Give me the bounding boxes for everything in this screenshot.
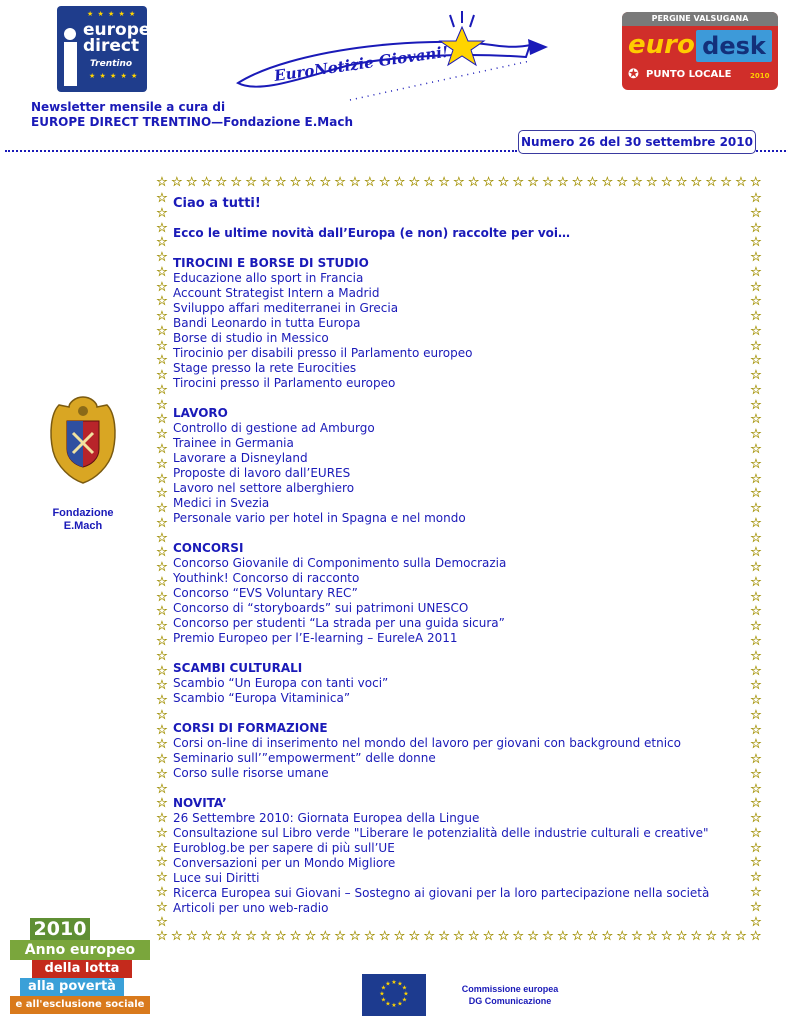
star-icon: ☆ bbox=[750, 648, 762, 664]
svg-text:★: ★ bbox=[380, 984, 387, 992]
star-icon: ☆ bbox=[690, 175, 703, 190]
star-icon: ☆ bbox=[675, 175, 688, 190]
dotted-divider bbox=[756, 150, 786, 152]
logo-esclusione-sociale: e all'esclusione sociale bbox=[10, 996, 150, 1014]
star-icon: ☆ bbox=[601, 929, 614, 944]
svg-text:★: ★ bbox=[397, 1000, 403, 1008]
newsletter-line1: Newsletter mensile a cura di bbox=[31, 100, 226, 114]
news-link[interactable]: Luce sui Diritti bbox=[173, 871, 260, 885]
star-icon: ☆ bbox=[750, 412, 762, 428]
star-icon: ☆ bbox=[185, 175, 198, 190]
star-icon: ☆ bbox=[334, 175, 346, 190]
star-icon: ☆ bbox=[156, 678, 168, 694]
news-link[interactable]: Tirocini presso il Parlamento europeo bbox=[173, 376, 396, 390]
star-icon: ☆ bbox=[467, 175, 480, 190]
dotted-divider bbox=[5, 150, 517, 152]
star-icon: ☆ bbox=[156, 486, 168, 502]
news-link[interactable]: Medici in Svezia bbox=[173, 496, 270, 510]
svg-text:★: ★ bbox=[379, 990, 385, 998]
star-icon: ☆ bbox=[156, 382, 168, 398]
star-icon: ☆ bbox=[750, 205, 762, 221]
star-icon: ☆ bbox=[750, 323, 762, 339]
news-link[interactable]: Corso sulle risorse umane bbox=[173, 766, 329, 780]
star-icon: ☆ bbox=[289, 175, 302, 190]
section bbox=[173, 406, 738, 526]
section-title: CORSI DI FORMAZIONE bbox=[173, 721, 328, 735]
news-link[interactable]: Concorso “EVS Voluntary REC” bbox=[173, 586, 358, 600]
star-icon: ☆ bbox=[631, 175, 643, 190]
star-icon: ☆ bbox=[750, 884, 762, 900]
star-icon: ☆ bbox=[750, 693, 762, 709]
news-link[interactable]: Youthink! Concorso di racconto bbox=[173, 571, 360, 585]
star-icon: ☆ bbox=[156, 545, 168, 561]
star-icon: ☆ bbox=[497, 175, 510, 190]
eu-stars-icon: ★ ★ ★ ★ ★ bbox=[89, 72, 139, 80]
news-link[interactable]: Controllo di gestione ad Amburgo bbox=[173, 421, 375, 435]
star-icon: ☆ bbox=[720, 929, 732, 944]
star-icon: ☆ bbox=[750, 442, 762, 458]
logo-europe-direct-text bbox=[83, 22, 150, 54]
star-icon: ☆ bbox=[750, 220, 762, 236]
star-icon: ☆ bbox=[750, 309, 762, 325]
europe-direct-logo bbox=[57, 6, 151, 92]
star-icon: ☆ bbox=[750, 250, 762, 266]
section bbox=[173, 256, 738, 391]
star-icon: ☆ bbox=[690, 929, 703, 944]
star-icon: ☆ bbox=[408, 929, 421, 944]
star-icon: ☆ bbox=[156, 604, 168, 620]
news-link[interactable]: 26 Settembre 2010: Giornata Europea della Lingue bbox=[173, 811, 480, 825]
star-icon: ☆ bbox=[453, 929, 465, 944]
logo-alla-poverta: alla povertà bbox=[20, 978, 124, 996]
star-icon: ☆ bbox=[750, 855, 762, 871]
news-link[interactable]: Trainee in Germania bbox=[173, 436, 294, 450]
logo-year: 2010 bbox=[30, 918, 90, 940]
gear-icon: ✪ bbox=[628, 67, 639, 82]
star-icon: ☆ bbox=[467, 929, 480, 944]
star-icon: ☆ bbox=[156, 412, 168, 428]
star-icon: ☆ bbox=[750, 840, 762, 856]
fondazione-line1: Fondazione bbox=[52, 507, 114, 519]
star-icon: ☆ bbox=[156, 205, 168, 221]
star-icon: ☆ bbox=[274, 929, 287, 944]
news-link[interactable]: Lavoro nel settore alberghiero bbox=[173, 481, 355, 495]
star-icon: ☆ bbox=[156, 175, 168, 190]
star-icon: ☆ bbox=[156, 914, 168, 930]
star-icon: ☆ bbox=[156, 870, 168, 886]
fondazione-crest-icon bbox=[47, 393, 119, 485]
star-icon: ☆ bbox=[750, 870, 762, 886]
star-icon: ☆ bbox=[750, 338, 762, 354]
star-icon: ☆ bbox=[542, 175, 554, 190]
star-icon: ☆ bbox=[675, 929, 688, 944]
star-icon: ☆ bbox=[750, 382, 762, 398]
logo-pillar bbox=[64, 42, 77, 86]
star-icon: ☆ bbox=[156, 323, 168, 339]
star-icon: ☆ bbox=[156, 353, 168, 369]
star-icon: ☆ bbox=[750, 264, 762, 280]
news-link[interactable]: Tirocinio per disabili presso il Parlamento europeo bbox=[173, 346, 473, 360]
newsletter-content bbox=[173, 196, 738, 931]
news-link[interactable]: Sviluppo affari mediterranei in Grecia bbox=[173, 301, 399, 315]
star-icon: ☆ bbox=[423, 175, 436, 190]
star-icon: ☆ bbox=[750, 766, 762, 782]
fondazione-line2: E.Mach bbox=[63, 520, 103, 532]
star-icon: ☆ bbox=[750, 353, 762, 369]
star-icon: ☆ bbox=[750, 294, 762, 310]
star-border-right bbox=[749, 192, 763, 930]
star-icon: ☆ bbox=[156, 899, 168, 915]
star-icon: ☆ bbox=[750, 737, 762, 753]
star-icon: ☆ bbox=[215, 929, 228, 944]
star-icon: ☆ bbox=[571, 175, 584, 190]
star-icon: ☆ bbox=[750, 722, 762, 738]
star-icon: ☆ bbox=[334, 929, 346, 944]
news-link[interactable]: Stage presso la rete Eurocities bbox=[173, 361, 357, 375]
svg-text:★: ★ bbox=[401, 984, 408, 992]
star-icon: ☆ bbox=[749, 175, 762, 190]
star-icon: ☆ bbox=[750, 501, 762, 517]
star-icon: ☆ bbox=[631, 929, 643, 944]
star-icon: ☆ bbox=[156, 855, 168, 871]
star-icon: ☆ bbox=[185, 929, 198, 944]
star-icon: ☆ bbox=[660, 175, 673, 190]
star-icon: ☆ bbox=[156, 264, 168, 280]
star-icon: ☆ bbox=[453, 175, 465, 190]
news-link[interactable]: Personale vario per hotel in Spagna e nel mondo bbox=[173, 511, 466, 525]
star-border-top bbox=[155, 176, 763, 190]
star-icon: ☆ bbox=[660, 929, 673, 944]
star-icon: ☆ bbox=[749, 929, 762, 944]
star-icon: ☆ bbox=[750, 663, 762, 679]
star-icon: ☆ bbox=[720, 175, 732, 190]
star-icon: ☆ bbox=[750, 633, 762, 649]
news-link[interactable]: Account Strategist Intern a Madrid bbox=[173, 286, 380, 300]
news-link[interactable]: Premio Europeo per l’E-learning – EureleA 2011 bbox=[173, 631, 458, 645]
star-icon: ☆ bbox=[156, 338, 168, 354]
svg-text:★: ★ bbox=[385, 980, 391, 988]
star-icon: ☆ bbox=[750, 678, 762, 694]
star-icon: ☆ bbox=[156, 501, 168, 517]
star-icon: ☆ bbox=[571, 929, 584, 944]
star-icon: ☆ bbox=[156, 648, 168, 664]
eu-stars-icon: ★ ★ ★ ★ ★ bbox=[87, 10, 137, 18]
star-icon: ☆ bbox=[750, 707, 762, 723]
star-icon: ☆ bbox=[586, 929, 599, 944]
star-icon: ☆ bbox=[616, 175, 628, 190]
news-link[interactable]: Ricerca Europea sui Giovani – Sostegno ai giovani per la loro partecipazione nella società bbox=[173, 886, 710, 900]
star-icon: ☆ bbox=[735, 175, 747, 190]
star-icon: ☆ bbox=[750, 427, 762, 443]
star-icon: ☆ bbox=[750, 471, 762, 487]
star-icon: ☆ bbox=[527, 929, 539, 944]
news-link[interactable]: Educazione allo sport in Francia bbox=[173, 271, 364, 285]
news-link[interactable]: Scambio “Un Europa con tanti voci” bbox=[173, 676, 389, 690]
star-icon: ☆ bbox=[319, 175, 332, 190]
star-icon: ☆ bbox=[171, 175, 183, 190]
banner-title: EuroNotizie Giovani! bbox=[273, 42, 450, 85]
star-icon: ☆ bbox=[156, 884, 168, 900]
star-icon: ☆ bbox=[750, 574, 762, 590]
star-icon: ☆ bbox=[156, 707, 168, 723]
star-icon: ☆ bbox=[542, 929, 554, 944]
star-icon: ☆ bbox=[512, 175, 525, 190]
section-title: LAVORO bbox=[173, 406, 228, 420]
news-link[interactable]: Corsi on-line di inserimento nel mondo del lavoro per giovani con background etnico bbox=[173, 736, 681, 750]
star-icon: ☆ bbox=[245, 929, 257, 944]
svg-text:★: ★ bbox=[391, 979, 397, 986]
star-icon: ☆ bbox=[750, 368, 762, 384]
star-icon: ☆ bbox=[200, 929, 213, 944]
logo-line2: direct bbox=[83, 36, 140, 56]
star-icon: ☆ bbox=[527, 175, 539, 190]
star-icon: ☆ bbox=[200, 175, 213, 190]
star-icon: ☆ bbox=[156, 737, 168, 753]
star-icon: ☆ bbox=[408, 175, 421, 190]
commissione-line2: DG Comunicazione bbox=[468, 996, 552, 1006]
star-icon: ☆ bbox=[156, 722, 168, 738]
section bbox=[173, 721, 738, 781]
star-icon: ☆ bbox=[156, 633, 168, 649]
section-title: NOVITA’ bbox=[173, 796, 227, 810]
star-icon: ☆ bbox=[156, 693, 168, 709]
logo-della-lotta: della lotta bbox=[32, 960, 132, 978]
news-link[interactable]: Concorso di “storyboards” sui patrimoni UNESCO bbox=[173, 601, 469, 615]
greeting: Ciao a tutti! bbox=[173, 196, 261, 211]
issue-number-box: Numero 26 del 30 settembre 2010 bbox=[518, 130, 756, 154]
section-title: CONCORSI bbox=[173, 541, 244, 555]
star-icon: ☆ bbox=[156, 752, 168, 768]
star-icon: ☆ bbox=[482, 929, 495, 944]
sections-list bbox=[173, 256, 738, 916]
intro-text: Ecco le ultime novità dall’Europa (e non) raccolte per voi… bbox=[173, 226, 571, 240]
section-title: SCAMBI CULTURALI bbox=[173, 661, 303, 675]
star-icon: ☆ bbox=[260, 175, 272, 190]
svg-text:★: ★ bbox=[403, 990, 409, 998]
star-icon: ☆ bbox=[646, 175, 658, 190]
star-icon: ☆ bbox=[260, 929, 272, 944]
logo-line1: europe bbox=[83, 20, 151, 40]
section bbox=[173, 541, 738, 646]
eurodesk-year: 2010 bbox=[750, 72, 770, 80]
svg-text:★: ★ bbox=[380, 996, 387, 1004]
star-icon: ☆ bbox=[171, 929, 183, 944]
news-link[interactable]: Seminario sull’”empowerment” delle donne bbox=[173, 751, 436, 765]
banner-arrow-icon bbox=[528, 39, 548, 55]
star-icon: ☆ bbox=[378, 175, 391, 190]
star-icon: ☆ bbox=[156, 279, 168, 295]
star-icon: ☆ bbox=[156, 456, 168, 472]
star-icon: ☆ bbox=[750, 619, 762, 635]
svg-text:★: ★ bbox=[391, 1002, 397, 1009]
star-icon: ☆ bbox=[289, 929, 302, 944]
star-icon: ☆ bbox=[363, 175, 376, 190]
star-icon: ☆ bbox=[750, 811, 762, 827]
star-icon: ☆ bbox=[156, 589, 168, 605]
star-icon: ☆ bbox=[497, 929, 510, 944]
star-icon: ☆ bbox=[556, 175, 569, 190]
star-icon: ☆ bbox=[156, 619, 168, 635]
star-icon: ☆ bbox=[156, 235, 168, 251]
star-border-left bbox=[155, 192, 169, 930]
star-icon: ☆ bbox=[156, 309, 168, 325]
news-link[interactable]: Consultazione sul Libro verde "Liberare le potenzialità delle industrie culturali e creative" bbox=[173, 826, 709, 840]
star-icon: ☆ bbox=[156, 515, 168, 531]
euronotizie-banner bbox=[230, 5, 550, 105]
star-icon: ☆ bbox=[349, 175, 361, 190]
section bbox=[173, 661, 738, 706]
news-link[interactable]: Bandi Leonardo in tutta Europa bbox=[173, 316, 361, 330]
svg-text:★: ★ bbox=[397, 980, 403, 988]
star-icon: ☆ bbox=[230, 929, 243, 944]
star-icon: ☆ bbox=[363, 929, 376, 944]
star-icon: ☆ bbox=[586, 175, 599, 190]
star-icon: ☆ bbox=[750, 914, 762, 930]
star-icon: ☆ bbox=[319, 929, 332, 944]
news-link[interactable]: Articoli per uno web-radio bbox=[173, 901, 329, 915]
star-icon: ☆ bbox=[750, 781, 762, 797]
star-icon: ☆ bbox=[512, 929, 525, 944]
star-icon: ☆ bbox=[304, 929, 317, 944]
star-icon: ☆ bbox=[393, 929, 406, 944]
star-icon: ☆ bbox=[423, 929, 436, 944]
eurodesk-punto-locale: PUNTO LOCALE bbox=[646, 69, 732, 80]
section-title: TIROCINI E BORSE DI STUDIO bbox=[173, 256, 369, 270]
star-icon: ☆ bbox=[230, 175, 243, 190]
news-link[interactable]: Scambio “Europa Vitaminica” bbox=[173, 691, 351, 705]
logo-anno-europeo: Anno europeo bbox=[10, 940, 150, 960]
eurodesk-desk: desk bbox=[696, 30, 772, 62]
news-link[interactable]: Lavorare a Disneyland bbox=[173, 451, 308, 465]
star-icon: ☆ bbox=[750, 456, 762, 472]
star-icon: ☆ bbox=[156, 929, 168, 944]
star-icon: ☆ bbox=[156, 250, 168, 266]
star-icon: ☆ bbox=[750, 530, 762, 546]
star-icon: ☆ bbox=[156, 191, 168, 206]
star-icon: ☆ bbox=[349, 929, 361, 944]
news-link[interactable]: Concorso Giovanile di Componimento sulla Democrazia bbox=[173, 556, 507, 570]
commissione-line1: Commissione europea bbox=[461, 984, 559, 994]
star-icon: ☆ bbox=[438, 929, 450, 944]
star-icon: ☆ bbox=[156, 368, 168, 384]
star-icon: ☆ bbox=[482, 175, 495, 190]
star-icon: ☆ bbox=[750, 752, 762, 768]
star-icon: ☆ bbox=[156, 766, 168, 782]
star-icon: ☆ bbox=[245, 175, 257, 190]
star-icon: ☆ bbox=[646, 929, 658, 944]
star-icon: ☆ bbox=[378, 929, 391, 944]
star-icon: ☆ bbox=[616, 929, 628, 944]
star-icon: ☆ bbox=[750, 279, 762, 295]
star-icon: ☆ bbox=[215, 175, 228, 190]
eu-flag-icon bbox=[362, 974, 426, 1016]
star-icon: ☆ bbox=[304, 175, 317, 190]
star-icon: ☆ bbox=[438, 175, 450, 190]
star-icon: ☆ bbox=[156, 471, 168, 487]
star-icon: ☆ bbox=[750, 589, 762, 605]
star-border-bottom bbox=[155, 930, 763, 944]
star-icon: ☆ bbox=[156, 663, 168, 679]
anno-europeo-2010-logo bbox=[10, 918, 150, 1016]
star-icon: ☆ bbox=[156, 574, 168, 590]
star-icon: ☆ bbox=[750, 604, 762, 620]
news-link[interactable]: Concorso per studenti “La strada per una guida sicura” bbox=[173, 616, 505, 630]
star-icon: ☆ bbox=[274, 175, 287, 190]
star-icon: ☆ bbox=[156, 294, 168, 310]
star-icon: ☆ bbox=[393, 175, 406, 190]
star-icon: ☆ bbox=[705, 175, 718, 190]
eurodesk-euro: euro bbox=[628, 30, 695, 60]
star-icon: ☆ bbox=[156, 560, 168, 576]
star-icon: ☆ bbox=[750, 560, 762, 576]
logo-dot bbox=[64, 28, 76, 40]
star-icon: ☆ bbox=[750, 899, 762, 915]
star-icon: ☆ bbox=[601, 175, 614, 190]
section bbox=[173, 796, 738, 916]
star-icon: ☆ bbox=[750, 486, 762, 502]
star-icon: ☆ bbox=[750, 796, 762, 812]
svg-text:★: ★ bbox=[385, 1000, 391, 1008]
star-icon: ☆ bbox=[556, 929, 569, 944]
star-icon: ☆ bbox=[156, 220, 168, 236]
news-link[interactable]: Borse di studio in Messico bbox=[173, 331, 329, 345]
eurodesk-location: PERGINE VALSUGANA bbox=[622, 12, 778, 26]
fondazione-label bbox=[38, 507, 128, 533]
svg-text:★: ★ bbox=[401, 996, 408, 1004]
star-icon: ☆ bbox=[156, 811, 168, 827]
eurodesk-logo bbox=[622, 12, 778, 90]
star-icon: ☆ bbox=[156, 825, 168, 841]
star-icon: ☆ bbox=[750, 515, 762, 531]
star-icon: ☆ bbox=[750, 545, 762, 561]
star-icon: ☆ bbox=[156, 840, 168, 856]
star-icon: ☆ bbox=[705, 929, 718, 944]
star-icon: ☆ bbox=[735, 929, 747, 944]
star-icon: ☆ bbox=[156, 442, 168, 458]
star-icon: ☆ bbox=[750, 825, 762, 841]
star-icon: ☆ bbox=[156, 530, 168, 546]
star-icon: ☆ bbox=[156, 397, 168, 413]
news-link[interactable]: Conversazioni per un Mondo Migliore bbox=[173, 856, 396, 870]
news-link[interactable]: Euroblog.be per sapere di più sull’UE bbox=[173, 841, 395, 855]
star-icon: ☆ bbox=[156, 796, 168, 812]
star-icon: ☆ bbox=[750, 397, 762, 413]
logo-trentino: Trentino bbox=[90, 59, 133, 69]
star-icon: ☆ bbox=[156, 427, 168, 443]
newsletter-line2: EUROPE DIRECT TRENTINO—Fondazione E.Mach bbox=[31, 115, 353, 129]
star-icon: ☆ bbox=[750, 235, 762, 251]
star-icon: ☆ bbox=[750, 191, 762, 206]
star-icon: ☆ bbox=[156, 781, 168, 797]
news-link[interactable]: Proposte di lavoro dall’EURES bbox=[173, 466, 351, 480]
